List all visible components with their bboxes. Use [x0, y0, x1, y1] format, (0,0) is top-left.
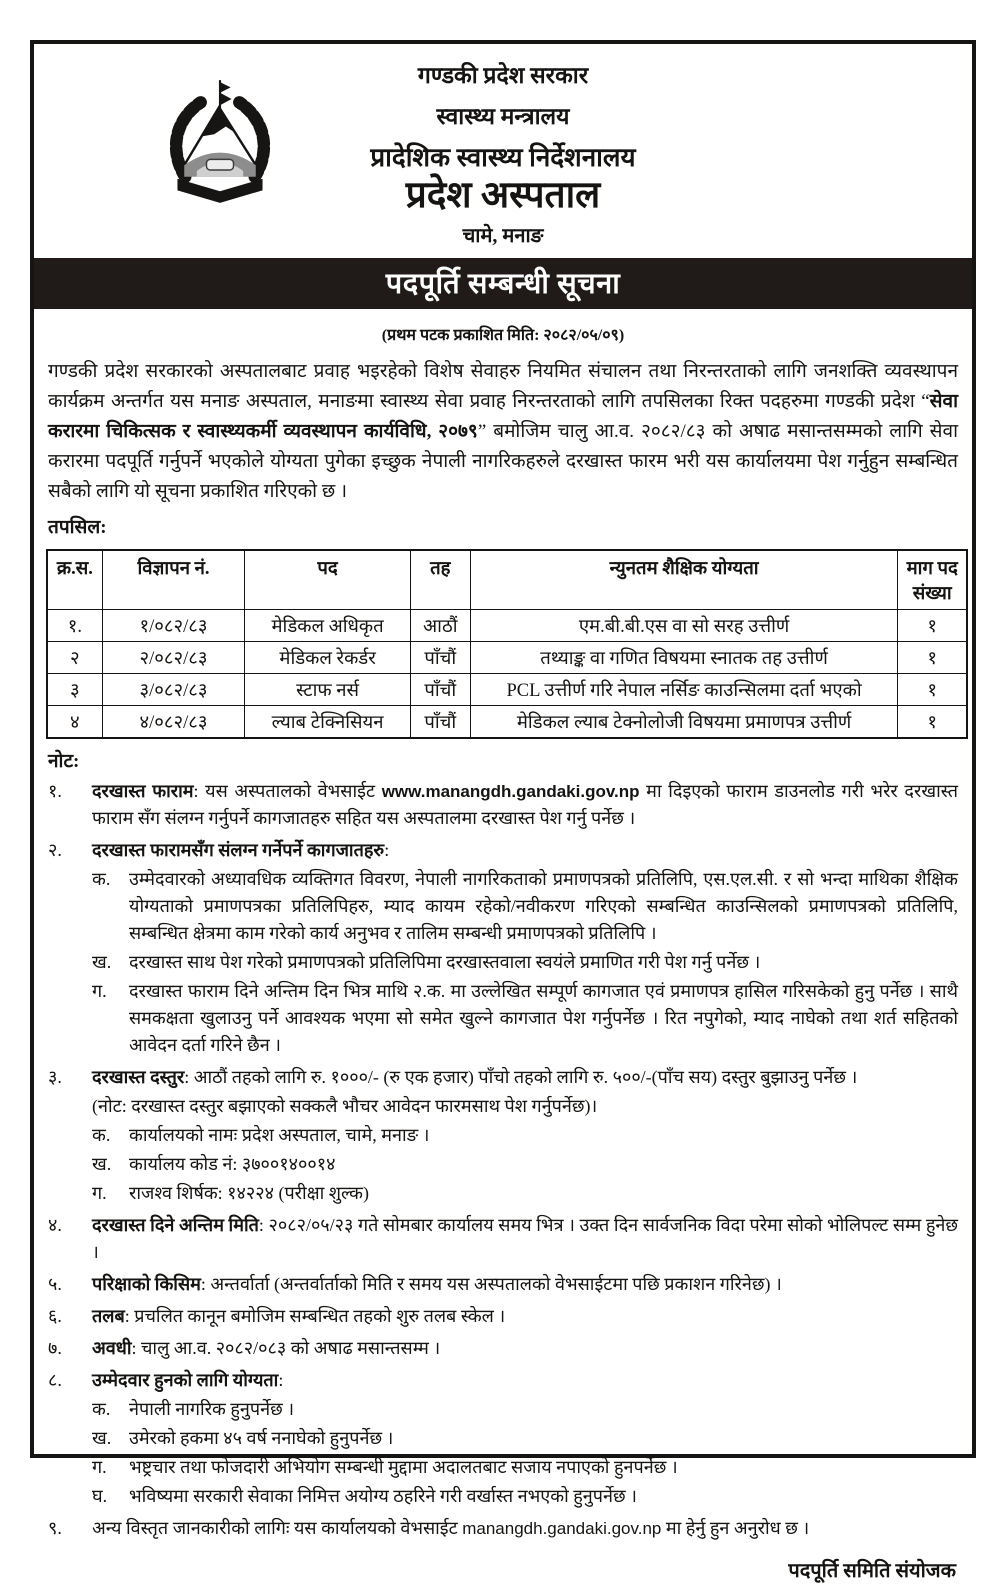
note-number: ५.	[48, 1274, 62, 1295]
text-segment: उम्मेदवार हुनको लागि योग्यता	[92, 1370, 279, 1391]
note-subitem	[92, 1180, 958, 1207]
table-row	[47, 642, 967, 674]
table-cell: ३	[47, 674, 102, 706]
note-number: ४.	[48, 1215, 62, 1236]
document-header	[34, 44, 972, 248]
note-subitem	[92, 1454, 958, 1481]
text-segment: (नोट: दरखास्त दस्तुर बझाएको सक्कलै भौचर आवेदन फारमसाथ पेश गर्नुपर्नेछ)।	[92, 1096, 598, 1117]
note-subitem	[92, 866, 958, 947]
note-number: ३.	[48, 1067, 62, 1088]
note-number: ९.	[48, 1518, 62, 1539]
text-segment: : आठौं तहको लागि रु. १०००/- (रु एक हजार) पाँचो तहको लागि रु. ५००/-(पाँच सय) दस्तुर बुझाउनु पर्नेछ ।	[184, 1067, 858, 1088]
subitem-body	[129, 1483, 958, 1510]
text-segment: तलब	[92, 1306, 125, 1327]
table-cell: ४	[47, 706, 102, 739]
text-segment: उमेरको हकमा ४५ वर्ष ननाघेको हुनुपर्नेछ ।	[129, 1428, 394, 1449]
text-segment: उम्मेदवारको अध्यावधिक व्यक्तिगत विवरण, नेपाली नागरिकताको प्रमाणपत्रको प्रतिलिपि, एस.एल.सी. र सो भन्दा माथिका शैक्षिक योग्यताको प्रमाणपत्रका प्रतिलिपिहरु, म्याद कायम रहेको/नवीकरण गरिएको सम्बन्धित काउन्सिलको प्रमाणपत्रको प्रतिलिपि, सम्बन्धित क्षेत्रमा काम गरेको कार्य अनुभव र तालिम सम्बन्धी प्रमाणपत्रको प्रतिलिपि ।	[129, 869, 958, 944]
table-cell: १/०८२/८३	[102, 610, 245, 642]
note-subitem	[92, 1093, 958, 1120]
table-cell: ४/०८२/८३	[102, 706, 245, 739]
table-header-cell: क्र.स.	[47, 550, 102, 610]
subitem-body	[129, 1425, 958, 1452]
note-item	[48, 1515, 958, 1542]
text-segment: सेवा करारमा चिकित्सक र स्वास्थ्यकर्मी व्यवस्थापन कार्यविधि, २०७९	[48, 390, 958, 442]
text-segment: नेपाली नागरिक हुनुपर्नेछ ।	[129, 1399, 295, 1420]
table-cell: १	[898, 706, 967, 739]
note-subitem	[92, 1122, 958, 1149]
subitem-body	[129, 1122, 958, 1149]
subitem-body	[129, 978, 958, 1059]
subitem-body	[129, 1180, 958, 1207]
note-body	[92, 778, 958, 832]
text-segment: : प्रचलित कानून बमोजिम सम्बन्धित तहको शुरु तलब स्केल ।	[124, 1306, 506, 1327]
note-number: ७.	[48, 1338, 62, 1359]
table-cell: मेडिकल ल्याब टेक्नोलोजी विषयमा प्रमाणपत्र उत्तीर्ण	[470, 706, 898, 739]
table-cell: पाँचौं	[410, 674, 470, 706]
table-row	[47, 674, 967, 706]
table-cell: १	[898, 642, 967, 674]
text-segment: दरखास्त दस्तुर	[92, 1067, 185, 1088]
text-segment: दरखास्त फाराम	[92, 781, 194, 802]
note-body	[92, 1335, 958, 1362]
note-body	[92, 1064, 958, 1207]
signature-line: पदपूर्ति समिति संयोजक	[788, 1560, 956, 1583]
website-url: manangdh.gandaki.gov.np	[462, 1519, 662, 1539]
table-header-cell: विज्ञापन नं.	[102, 550, 245, 610]
subitem-letter: क.	[92, 1125, 111, 1146]
text-segment: अन्य विस्तृत जानकारीको लागिः यस कार्यालयको वेभसाईट	[92, 1518, 463, 1539]
table-cell: पाँचौं	[410, 642, 470, 674]
directorate-name: प्रादेशिक स्वास्थ्य निर्देशनालय	[370, 143, 636, 172]
hospital-location: चामे, मनाङ	[462, 224, 544, 247]
text-segment: परिक्षाको किसिम	[92, 1274, 201, 1295]
note-number: १.	[48, 781, 62, 802]
table-cell: मेडिकल अधिकृत	[245, 610, 411, 642]
note-number: २.	[48, 840, 62, 861]
table-cell: स्टाफ नर्स	[245, 674, 411, 706]
note-body	[92, 837, 958, 1059]
note-body	[92, 1367, 958, 1510]
subitem-letter: ग.	[92, 1457, 107, 1478]
subitem-letter: ख.	[92, 1428, 112, 1449]
text-segment: : यस अस्पतालको वेभसाईट	[193, 781, 382, 802]
text-segment: दरखास्त साथ पेश गरेको प्रमाणपत्रको प्रतिलिपिमा दरखास्तवाला स्वयंले प्रमाणित गरी पेश गर्नु पर्नेछ ।	[129, 952, 761, 973]
note-item	[48, 1335, 958, 1362]
note-item	[48, 837, 958, 1059]
text-segment: दरखास्त फाराम दिने अन्तिम दिन भित्र माथि २.क. मा उल्लेखित सम्पूर्ण कागजात एवं प्रमाणपत्र हासिल गरिसकेको हुनु पर्नेछ । साथै समकक्षता खुलाउनु पर्ने आवश्यक भएमा सो समेत खुल्ने कागजात पेश गर्नुपर्नेछ । रित नपुगेको, म्याद नाघेको तथा शर्त सहितको आवेदन दर्ता गरिने छैन ।	[129, 981, 958, 1056]
table-row	[47, 610, 967, 642]
gandaki-province-emblem-icon	[162, 74, 278, 210]
subitem-letter: ग.	[92, 981, 107, 1002]
subitem-body	[129, 949, 958, 976]
hospital-name: प्रदेश अस्पताल	[405, 175, 601, 216]
note-subitem	[92, 978, 958, 1059]
text-segment: :	[278, 1370, 284, 1391]
notice-document	[30, 40, 976, 1583]
text-segment: मा दिइएको फाराम डाउनलोड गरी भरेर दरखास्त फाराम सँग संलग्न गर्नुपर्ने कागजातहरु सहित यस अस्पतालमा दरखास्त पेश गर्नु पर्नेछ ।	[92, 781, 958, 829]
vacancy-table	[46, 549, 968, 740]
website-url: www.manangdh.gandaki.gov.np	[381, 782, 640, 802]
table-header-cell: माग पद संख्या	[898, 550, 967, 610]
note-body	[92, 1271, 958, 1298]
text-segment: दरखास्त फारामसँग संलग्न गर्नेपर्ने कागजातहरु	[92, 840, 385, 861]
note-subitem	[92, 1151, 958, 1178]
note-body	[92, 1212, 958, 1266]
table-cell: एम.बी.बी.एस वा सो सरह उत्तीर्ण	[470, 610, 898, 642]
table-cell: २/०८२/८३	[102, 642, 245, 674]
note-subitem	[92, 1483, 958, 1510]
table-header-cell: पद	[245, 550, 411, 610]
subitem-letter: घ.	[92, 1486, 108, 1507]
text-segment: दरखास्त दिने अन्तिम मिति	[92, 1215, 259, 1236]
note-item	[48, 1271, 958, 1298]
table-cell: आठौं	[410, 610, 470, 642]
note-item	[48, 1303, 958, 1330]
table-cell: २	[47, 642, 102, 674]
table-cell: ल्याब टेक्निसियन	[245, 706, 411, 739]
note-number: ६.	[48, 1306, 62, 1327]
note-item	[48, 1064, 958, 1207]
note-number: ८.	[48, 1370, 62, 1391]
subitem-letter: क.	[92, 1399, 111, 1420]
table-cell: ३/०८२/८३	[102, 674, 245, 706]
note-item	[48, 1212, 958, 1266]
table-cell: पाँचौं	[410, 706, 470, 739]
text-segment: : अन्तर्वार्ता (अन्तर्वार्ताको मिति र समय यस अस्पतालको वेभसाईटमा पछि प्रकाशन गरिनेछ) ।	[200, 1274, 782, 1295]
note-subitem	[92, 1396, 958, 1423]
subitem-letter: ख.	[92, 952, 112, 973]
table-cell: १.	[47, 610, 102, 642]
note-subitem	[92, 949, 958, 976]
note-subitem	[92, 1425, 958, 1452]
table-header-cell: तह	[410, 550, 470, 610]
text-segment: मा हेर्नु हुन अनुरोध छ ।	[661, 1518, 810, 1539]
note-body	[92, 1515, 958, 1542]
text-segment: कार्यालयको नामः प्रदेश अस्पताल, चामे, मनाङ ।	[129, 1125, 430, 1146]
text-segment: : चालु आ.व. २०८२/०८३ को अषाढ मसान्तसम्म ।	[131, 1338, 441, 1359]
text-segment: गण्डकी प्रदेश सरकारको अस्पतालबाट प्रवाह भइरहेको विशेष सेवाहरु नियमित संचालन तथा निरन्तरताको लागि जनशक्ति व्यवस्थापन कार्यक्रम अन्तर्गत यस मनाङ अस्पताल, मनाङमा स्वास्थ्य सेवा प्रवाह निरन्तरताको लागि तपसिलका रिक्त पदहरुमा गण्डकी प्रदेश “	[48, 360, 958, 412]
ministry-name: स्वास्थ्य मन्त्रालय	[436, 104, 570, 129]
text-segment: : २०८२/०५/२३ गते सोमबार कार्यालय समय भित्र । उक्त दिन सार्वजनिक विदा परेमा सोको भोलिपल्ट सम्म हुनेछ ।	[92, 1215, 958, 1263]
subitem-body	[129, 866, 958, 947]
table-header-row	[47, 550, 967, 610]
government-name: गण्डकी प्रदेश सरकार	[417, 63, 589, 88]
subitem-body	[129, 1454, 958, 1481]
table-row	[47, 706, 967, 739]
publish-date-line: (प्रथम पटक प्रकाशित मिति: २०८२/०५/०९)	[381, 326, 625, 344]
table-header-cell: न्युनतम शैक्षिक योग्यता	[470, 550, 898, 610]
table-cell: तथ्याङ्क वा गणित विषयमा स्नातक तह उत्तीर्ण	[470, 642, 898, 674]
text-segment: अवधी	[92, 1338, 132, 1359]
note-body	[92, 1303, 958, 1330]
note-label: नोट:	[48, 751, 80, 773]
table-cell: मेडिकल रेकर्डर	[245, 642, 411, 674]
subitem-body	[129, 1151, 958, 1178]
text-segment: भविष्यमा सरकारी सेवाका निमित्त अयोग्य ठहरिने गरी वर्खास्त नभएको हुनुपर्नेछ ।	[129, 1486, 637, 1507]
text-segment: राजश्व शिर्षक: १४२२४ (परीक्षा शुल्क)	[129, 1183, 369, 1204]
text-segment: :	[384, 840, 390, 861]
notes-list	[48, 778, 958, 1542]
subitem-body	[129, 1396, 958, 1423]
notice-title-banner: पदपूर्ति सम्बन्धी सूचना	[34, 258, 972, 309]
table-body	[47, 610, 967, 739]
note-item	[48, 778, 958, 832]
text-segment: कार्यालय कोड नं: ३७००१४००१४	[129, 1154, 336, 1175]
subitem-letter: क.	[92, 869, 111, 890]
subitem-letter: ग.	[92, 1183, 107, 1204]
table-cell: PCL उत्तीर्ण गरि नेपाल नर्सिङ काउन्सिलमा दर्ता भएको	[470, 674, 898, 706]
intro-paragraph	[48, 357, 958, 507]
subitem-letter: ख.	[92, 1154, 112, 1175]
table-cell: १	[898, 610, 967, 642]
text-segment: ” बमोजिम चालु आ.व. २०८२/८३ को अषाढ मसान्तसम्मको लागि सेवा करारमा पदपूर्ति गर्नुपर्ने भएकोले योग्यता पुगेका इच्छुक नेपाली नागरिकहरुले दरखास्त फारम भरी यस कार्यालयमा पेश गर्नुहुन सम्बन्धित सबैको लागि यो सूचना प्रकाशित गरिएको छ ।	[48, 420, 958, 502]
tapasil-label: तपसिल:	[48, 516, 107, 538]
text-segment: भष्ट्रचार तथा फोजदारी अभियोग सम्बन्धी मुद्दामा अदालतबाट सजाय नपाएको हुनपर्नेछ ।	[129, 1457, 678, 1478]
table-cell: १	[898, 674, 967, 706]
note-item	[48, 1367, 958, 1510]
